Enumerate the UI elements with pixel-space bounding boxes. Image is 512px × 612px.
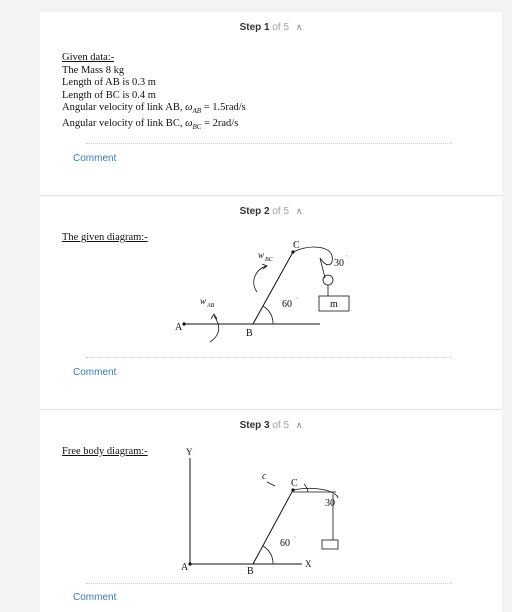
label-c: C [293,240,300,251]
omega-bc-value: = 2rad/s [204,117,239,129]
omega-ab-prefix: Angular velocity of link AB, [62,102,183,113]
linkage-diagram [40,232,502,362]
label-w-ab: w [200,296,207,306]
chevron-up-icon[interactable]: ∧ [295,22,303,32]
cable-curve [293,247,332,265]
comment-link[interactable]: Comment [73,153,117,164]
label-y: Y [186,447,193,457]
step-number: 1 [264,22,270,33]
label-b: B [247,566,254,577]
label-c: C [291,478,298,489]
chevron-up-icon[interactable]: ∧ [295,206,303,216]
label-angle-30: 30 [334,258,344,269]
divider [86,143,452,144]
comment-link[interactable]: Comment [73,367,117,378]
omega-ab-value: = 1.5rad/s [203,102,246,113]
angle-60-arc [263,306,273,324]
c-arrow-line [267,482,275,486]
point-a [182,322,185,325]
step-word: Step [239,22,262,33]
label-angle-30: 30 [325,498,335,509]
step-number: 3 [264,420,270,431]
omega-ab-symbol: ω [185,102,193,113]
solution-page [40,12,502,612]
given-heading: Given data:- [62,52,115,63]
given-line-bc: Length of BC is 0.4 m [62,89,156,101]
label-w-ab-sub: AB [207,303,215,309]
degree-mark: ` [337,496,339,502]
given-data-block [62,52,246,133]
link-bc [253,252,293,324]
omega-ab-subscript: AB [192,107,202,116]
divider [86,357,452,358]
omega-bc-prefix: Angular velocity of link BC, [62,117,183,129]
degree-mark: ` [346,256,348,262]
mass-box [322,540,338,549]
step-3-header[interactable] [40,410,502,440]
link-bc [253,490,293,564]
point-a [188,562,191,565]
step-1-card [40,12,502,196]
step-2-card [40,196,502,410]
step-of-total: of 5 [272,22,290,33]
label-w-bc: w [258,250,265,260]
step-2-header[interactable] [40,196,502,226]
label-w-bc-sub: BC [265,257,273,263]
omega-bc-arrow [254,266,266,292]
given-line-mass: The Mass 8 kg [62,64,125,76]
given-line-omega-ab [62,102,246,118]
divider [86,583,452,584]
pulley [323,275,333,285]
label-mass: m [330,299,338,310]
step-word: Step [239,206,262,217]
step-3-card [40,410,502,610]
step-word: Step [239,420,262,431]
step-1-header[interactable] [40,12,502,42]
step-number: 2 [264,206,270,217]
degree-mark: ` [294,537,296,543]
comment-link[interactable]: Comment [73,592,117,603]
label-angle-60: 60 [282,299,292,310]
label-angle-60: 60 [280,538,290,549]
given-line-ab: Length of AB is 0.3 m [62,77,156,88]
step-of-total: of 5 [272,206,290,217]
given-line-omega-bc [62,118,246,134]
label-x: X [305,559,312,569]
label-a: A [175,322,183,333]
c-angle-arc [304,484,308,492]
chevron-up-icon[interactable]: ∧ [295,420,303,430]
cable-curve [293,488,338,498]
fbd-heading: Free body diagram:- [62,446,148,457]
omega-bc-subscript: BC [192,122,202,131]
angle-60-arc [263,546,273,564]
omega-ab-arrow [210,316,219,342]
omega-bc-symbol: ω [185,117,193,129]
step-of-total: of 5 [272,420,290,431]
label-b: B [246,328,253,339]
diagram-heading: The given diagram:- [62,232,148,243]
label-a: A [181,562,189,573]
label-c-lower: c [262,471,267,482]
degree-mark: ` [296,298,298,304]
free-body-diagram [40,446,502,581]
